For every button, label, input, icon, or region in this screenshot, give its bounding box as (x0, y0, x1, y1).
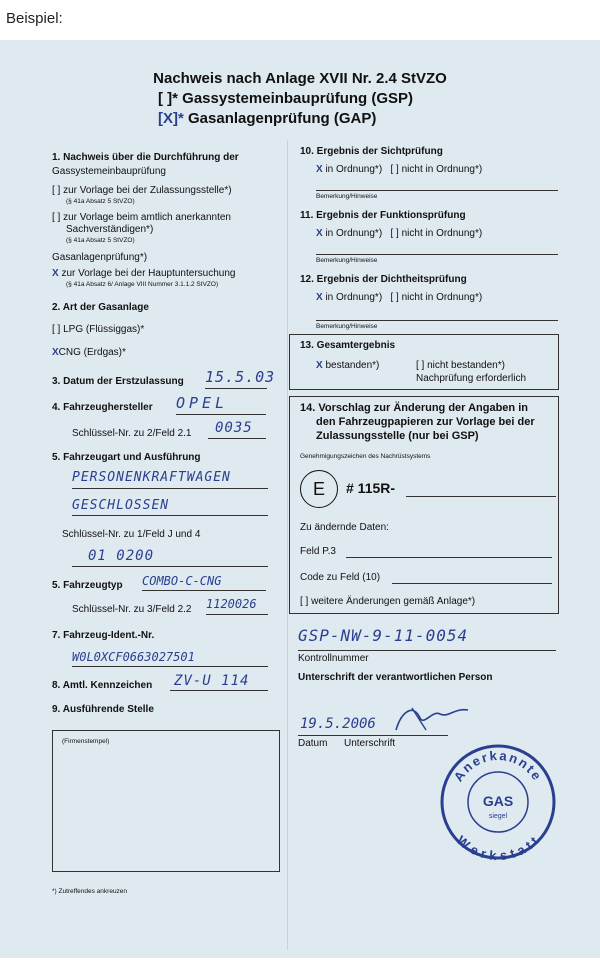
field-p3-label: Feld P.3 (300, 546, 336, 557)
vehicle-type-key-label: Schlüssel-Nr. zu 1/Feld J und 4 (62, 529, 201, 540)
leak-check-result: X in Ordnung*) [ ] nicht in Ordnung*) (316, 292, 483, 303)
form-sheet (0, 40, 600, 958)
manufacturer-key-line (208, 438, 266, 439)
control-number-line (298, 650, 556, 651)
option-expert-b: Sachverständigen*) (66, 224, 154, 235)
leak-ok-checkbox: X (316, 292, 323, 303)
passed-checkbox: X (316, 360, 323, 371)
function-check-result: X in Ordnung*) [ ] nicht in Ordnung*) (316, 228, 483, 239)
model-key-line (206, 614, 268, 615)
change-label: Zu ändernde Daten: (300, 522, 389, 533)
passed-option: X bestanden*) (316, 360, 380, 371)
option-registration-note: (§ 41a Absatz 5 StVZO) (66, 198, 135, 205)
seal-bottom-text: Werkstatt (453, 832, 543, 862)
workshop-seal (438, 742, 558, 862)
plate-value: ZV-U 114 (174, 673, 250, 689)
section-6-title: 5. Fahrzeugtyp (52, 580, 123, 591)
model-value: COMBO-C-CNG (142, 574, 222, 588)
visual-ok-checkbox: X (316, 164, 323, 175)
approval-number: # 115R- (346, 480, 396, 496)
option-expert-note: (§ 41a Absatz 5 StVZO) (66, 237, 135, 244)
option-registration: [ ] zur Vorlage bei der Zulassungsstelle*) (52, 185, 232, 196)
seal-gas-text: GAS (482, 793, 514, 809)
option-expert-a: [ ] zur Vorlage beim amtlich anerkannten (52, 212, 231, 223)
section-10-title: 10. Ergebnis der Sichtprüfung (300, 146, 443, 157)
form-title: Nachweis nach Anlage XVII Nr. 2.4 StVZO (153, 70, 447, 87)
gsp-title: Gassystemeinbauprüfung (GSP) (182, 90, 414, 107)
svg-text:Werkstatt (454, 832, 543, 862)
plate-line (170, 690, 268, 691)
model-key-value: 1120026 (206, 597, 257, 611)
gsp-mark: [ ]* Gassystemeinbauprüfung (GSP) (158, 90, 414, 107)
svg-text:Anerkannte (451, 748, 546, 784)
control-number-value: GSP-NW-9-11-0054 (298, 626, 469, 645)
gap-checkbox: [X]* (158, 110, 184, 127)
model-line (142, 590, 266, 591)
cng-option: XCNG (Erdgas)* (52, 347, 126, 358)
vehicle-type-value-1: PERSONENKRAFTWAGEN (72, 470, 231, 485)
vin-line (72, 666, 268, 667)
section-5-title: 5. Fahrzeugart und Ausführung (52, 452, 201, 463)
lpg-option: [ ] LPG (Flüssiggas)* (52, 324, 145, 335)
signature-date-value: 19.5.2006 (300, 716, 376, 732)
further-changes: [ ] weitere Änderungen gemäß Anlage*) (300, 596, 476, 607)
section-7-title: 7. Fahrzeug-Ident.-Nr. (52, 630, 155, 641)
leak-remark-label: Bemerkung/Hinweise (316, 323, 378, 330)
first-registration-date: 15.5.03 (205, 368, 276, 386)
manufacturer-key-label: Schlüssel-Nr. zu 2/Feld 2.1 (72, 428, 192, 439)
option-inspection-note: (§ 41a Absatz 6/ Anlage VIII Nummer 3.1.1.2 StVZO) (66, 281, 219, 288)
cng-checkbox: X (52, 347, 59, 358)
signature-scribble (392, 700, 472, 736)
section-12-title: 12. Ergebnis der Dichtheitsprüfung (300, 274, 467, 285)
vin-value: W0L0XCF0663027501 (72, 650, 195, 664)
vehicle-type-key-value: 01 0200 (88, 548, 155, 564)
date-label: Datum (298, 738, 328, 749)
visual-check-result: X in Ordnung*) [ ] nicht in Ordnung*) (316, 164, 483, 175)
section-1-title: 1. Nachweis über die Durchführung der (52, 152, 239, 163)
recheck-label: Nachprüfung erforderlich (416, 373, 527, 384)
column-divider (287, 140, 288, 950)
e-mark: E (312, 479, 325, 499)
code-line (392, 583, 552, 584)
approval-line (406, 496, 556, 497)
failed-option: [ ] nicht bestanden*) (416, 360, 505, 371)
visual-remark-line (316, 190, 558, 191)
seal-small-text: siegel (488, 813, 508, 820)
stamp-box (52, 730, 280, 872)
gap-label: Gasanlagenprüfung*) (52, 252, 148, 263)
approval-label: Genehmigungszeichen des Nachrüstsystems (300, 453, 431, 460)
section-4-title: 4. Fahrzeughersteller (52, 402, 153, 413)
manufacturer-line (176, 414, 266, 415)
model-key-label: Schlüssel-Nr. zu 3/Feld 2.2 (72, 604, 192, 615)
section-14-title-a: 14. Vorschlag zur Änderung der Angaben in (300, 402, 528, 414)
function-remark-line (316, 254, 558, 255)
inspection-checkbox: X (52, 268, 59, 279)
gap-title: Gasanlagenprüfung (GAP) (188, 110, 377, 127)
leak-remark-line (316, 320, 558, 321)
vehicle-type-key-line (72, 566, 268, 567)
field-p3-line (346, 557, 552, 558)
signature-heading: Unterschrift der verantwortlichen Person (298, 672, 493, 683)
function-remark-label: Bemerkung/Hinweise (316, 257, 378, 264)
vehicle-type-value-2: GESCHLOSSEN (72, 498, 170, 513)
section-14-title-b: den Fahrzeugpapieren zur Vorlage bei der (316, 416, 535, 428)
seal-top-text: Anerkannte (450, 747, 546, 785)
gap-line (158, 110, 376, 127)
control-number-label: Kontrollnummer (298, 653, 369, 664)
manufacturer-value: OPEL (176, 394, 229, 412)
section-9-title: 9. Ausführende Stelle (52, 704, 154, 715)
footnote: *) Zutreffendes ankreuzen (52, 888, 128, 895)
section-1-subtitle: Gassystemeinbauprüfung (52, 166, 166, 177)
vehicle-type-line-2 (72, 515, 268, 516)
e-mark-circle (300, 470, 338, 508)
section-2-title: 2. Art der Gasanlage (52, 302, 149, 313)
section-8-title: 8. Amtl. Kennzeichen (52, 680, 153, 691)
section-11-title: 11. Ergebnis der Funktionsprüfung (300, 210, 466, 221)
function-ok-checkbox: X (316, 228, 323, 239)
code-label: Code zu Feld (10) (300, 572, 381, 583)
manufacturer-key-value: 0035 (215, 420, 253, 436)
date-line (205, 388, 267, 389)
stamp-label: (Firmenstempel) (62, 738, 110, 745)
section-13-title: 13. Gesamtergebnis (300, 340, 396, 351)
visual-remark-label: Bemerkung/Hinweise (316, 193, 378, 200)
sign-label: Unterschrift (344, 738, 396, 749)
vehicle-type-line-1 (72, 488, 268, 489)
option-inspection: X zur Vorlage bei der Hauptuntersuchung (52, 268, 236, 279)
section-3-title: 3. Datum der Erstzulassung (52, 376, 184, 387)
signature-line (298, 735, 448, 736)
caption: Beispiel: (6, 10, 63, 27)
section-14-title-c: Zulassungsstelle (nur bei GSP) (316, 430, 479, 442)
